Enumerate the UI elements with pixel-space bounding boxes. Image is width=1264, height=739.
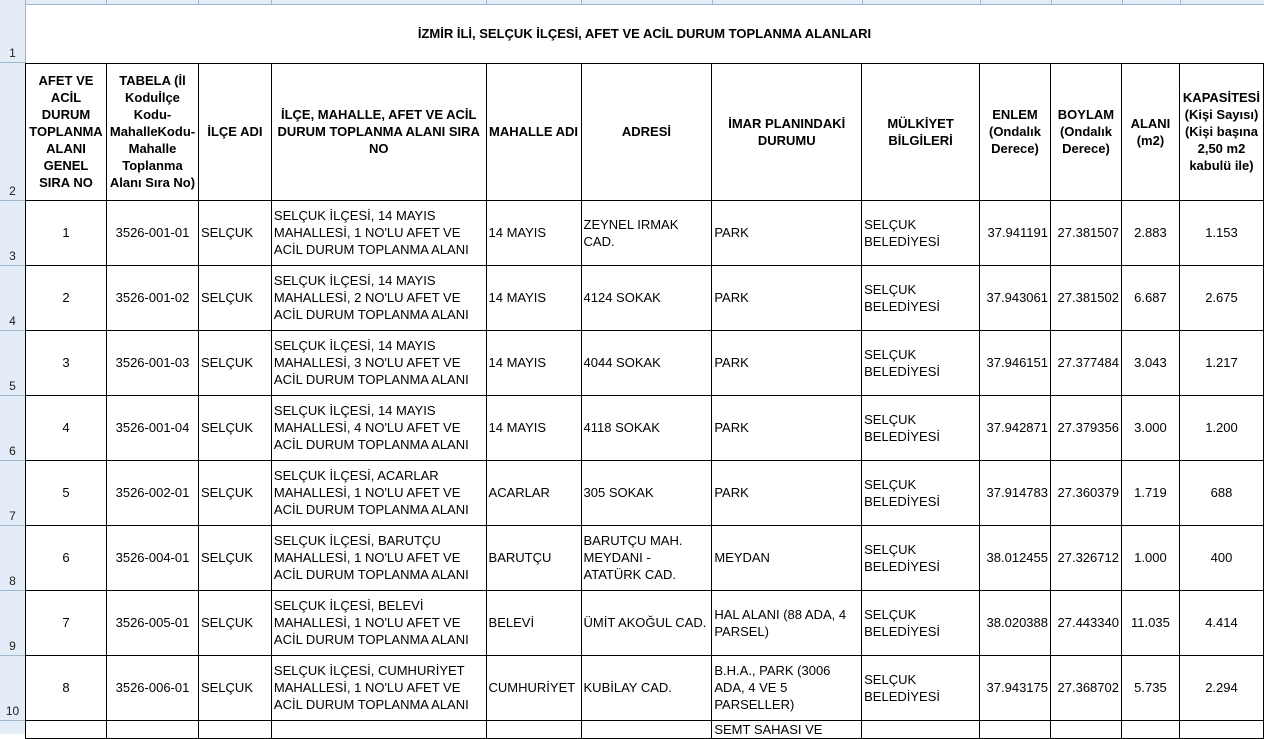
cell-boylam[interactable]: 27.443340 — [1050, 590, 1121, 655]
table-row — [26, 460, 1264, 525]
row-number[interactable]: 8 — [9, 574, 16, 588]
cell-boylam[interactable] — [1050, 720, 1121, 738]
cell-mahalle[interactable] — [486, 720, 581, 738]
cell-ilce[interactable]: SELÇUK — [198, 655, 271, 720]
header-alan-sira[interactable]: İLÇE, MAHALLE, AFET VE ACİL DURUM TOPLANMA ALANI SIRA NO — [271, 63, 486, 200]
cell-mulkiyet[interactable]: SELÇUK BELEDİYESİ — [862, 460, 980, 525]
data-table — [25, 4, 1264, 739]
cell-kapasite[interactable] — [1179, 720, 1263, 738]
cell-alani[interactable]: 3.043 — [1121, 330, 1179, 395]
cell-mahalle[interactable]: ACARLAR — [486, 460, 581, 525]
cell-adres[interactable]: ÜMİT AKOĞUL CAD. — [581, 590, 712, 655]
row-divider — [0, 720, 25, 721]
cell-alani[interactable]: 6.687 — [1121, 265, 1179, 330]
cell-sira-no[interactable]: 8 — [26, 655, 107, 720]
cell-alan-adi[interactable]: SELÇUK İLÇESİ, CUMHURİYET MAHALLESİ, 1 NO'LU AFET VE ACİL DURUM TOPLANMA ALANI — [271, 655, 486, 720]
cell-kapasite[interactable]: 688 — [1179, 460, 1263, 525]
row-divider — [0, 200, 25, 201]
table-row — [26, 655, 1264, 720]
cell-boylam[interactable]: 27.381502 — [1050, 265, 1121, 330]
cell-tabela[interactable]: 3526-001-02 — [106, 265, 198, 330]
cell-imar[interactable]: PARK — [712, 460, 862, 525]
cell-enlem[interactable]: 37.943175 — [980, 655, 1051, 720]
header-alani[interactable]: ALANI (m2) — [1121, 63, 1179, 200]
row-divider — [0, 395, 25, 396]
row-divider — [0, 460, 25, 461]
cell-sira-no[interactable]: 6 — [26, 525, 107, 590]
cell-imar[interactable]: B.H.A., PARK (3006 ADA, 4 VE 5 PARSELLER) — [712, 655, 862, 720]
row-divider — [0, 590, 25, 591]
cell-kapasite[interactable]: 2.294 — [1179, 655, 1263, 720]
row-divider — [0, 655, 25, 656]
cell-tabela[interactable] — [106, 720, 198, 738]
header-kapasite[interactable]: KAPASİTESİ (Kişi Sayısı) (Kişi başına 2,50 m2 kabulü ile) — [1179, 63, 1263, 200]
cell-imar[interactable]: PARK — [712, 330, 862, 395]
cell-imar[interactable]: SEMT SAHASI VE — [712, 720, 862, 738]
table-row — [26, 525, 1264, 590]
cell-alan-adi[interactable]: SELÇUK İLÇESİ, 14 MAYIS MAHALLESİ, 4 NO'LU AFET VE ACİL DURUM TOPLANMA ALANI — [271, 395, 486, 460]
cell-kapasite[interactable]: 4.414 — [1179, 590, 1263, 655]
cell-adres[interactable] — [581, 720, 712, 738]
cell-mahalle[interactable]: CUMHURİYET — [486, 655, 581, 720]
header-imar[interactable]: İMAR PLANINDAKİ DURUMU — [712, 63, 862, 200]
cell-alani[interactable]: 1.000 — [1121, 525, 1179, 590]
cell-alani[interactable]: 5.735 — [1121, 655, 1179, 720]
cell-ilce[interactable]: SELÇUK — [198, 265, 271, 330]
cell-enlem[interactable]: 37.914783 — [980, 460, 1051, 525]
cell-boylam[interactable]: 27.381507 — [1050, 200, 1121, 265]
row-number[interactable]: 10 — [5, 704, 20, 718]
row-number[interactable]: 6 — [9, 444, 16, 458]
cell-adres[interactable]: KUBİLAY CAD. — [581, 655, 712, 720]
row-number[interactable]: 9 — [9, 639, 16, 653]
cell-sira-no[interactable]: 3 — [26, 330, 107, 395]
cell-mulkiyet[interactable] — [862, 720, 980, 738]
cell-tabela[interactable]: 3526-005-01 — [106, 590, 198, 655]
cell-imar[interactable]: HAL ALANI (88 ADA, 4 PARSEL) — [712, 590, 862, 655]
cell-enlem[interactable]: 37.942871 — [980, 395, 1051, 460]
cell-alan-adi[interactable]: SELÇUK İLÇESİ, 14 MAYIS MAHALLESİ, 2 NO'LU AFET VE ACİL DURUM TOPLANMA ALANI — [271, 265, 486, 330]
cell-kapasite[interactable]: 1.217 — [1179, 330, 1263, 395]
cell-tabela[interactable]: 3526-002-01 — [106, 460, 198, 525]
header-mulkiyet[interactable]: MÜLKİYET BİLGİLERİ — [862, 63, 980, 200]
cell-sira-no[interactable]: 2 — [26, 265, 107, 330]
sheet-title-cell[interactable]: İZMİR İLİ, SELÇUK İLÇESİ, AFET VE ACİL DURUM TOPLANMA ALANLARI — [26, 4, 1264, 63]
table-row — [26, 330, 1264, 395]
cell-imar[interactable]: PARK — [712, 265, 862, 330]
cell-mahalle[interactable]: 14 MAYIS — [486, 330, 581, 395]
cell-boylam[interactable]: 27.368702 — [1050, 655, 1121, 720]
cell-alan-adi[interactable]: SELÇUK İLÇESİ, BARUTÇU MAHALLESİ, 1 NO'LU AFET VE ACİL DURUM TOPLANMA ALANI — [271, 525, 486, 590]
table-row — [26, 265, 1264, 330]
row-number[interactable]: 3 — [9, 249, 16, 263]
cell-ilce[interactable]: SELÇUK — [198, 460, 271, 525]
cell-mulkiyet[interactable]: SELÇUK BELEDİYESİ — [862, 590, 980, 655]
cell-imar[interactable]: MEYDAN — [712, 525, 862, 590]
row-divider — [0, 265, 25, 266]
header-tabela[interactable]: TABELA (İl Koduİlçe Kodu-MahalleKodu-Mahalle Toplanma Alanı Sıra No) — [106, 63, 198, 200]
cell-boylam[interactable]: 27.326712 — [1050, 525, 1121, 590]
cell-ilce[interactable]: SELÇUK — [198, 395, 271, 460]
cell-enlem[interactable]: 38.020388 — [980, 590, 1051, 655]
cell-alani[interactable]: 3.000 — [1121, 395, 1179, 460]
cell-ilce[interactable] — [198, 720, 271, 738]
cell-tabela[interactable]: 3526-001-03 — [106, 330, 198, 395]
cell-kapasite[interactable]: 2.675 — [1179, 265, 1263, 330]
cell-kapasite[interactable]: 400 — [1179, 525, 1263, 590]
cell-mulkiyet[interactable]: SELÇUK BELEDİYESİ — [862, 200, 980, 265]
cell-mahalle[interactable]: 14 MAYIS — [486, 200, 581, 265]
header-genel-sira[interactable]: AFET VE ACİL DURUM TOPLANMA ALANI GENEL SIRA NO — [26, 63, 107, 200]
cell-mulkiyet[interactable]: SELÇUK BELEDİYESİ — [862, 655, 980, 720]
cell-sira-no[interactable]: 4 — [26, 395, 107, 460]
cell-adres[interactable]: 4118 SOKAK — [581, 395, 712, 460]
cell-ilce[interactable]: SELÇUK — [198, 590, 271, 655]
cell-boylam[interactable]: 27.360379 — [1050, 460, 1121, 525]
row-divider — [0, 330, 25, 331]
row-divider — [0, 525, 25, 526]
cell-sira-no[interactable]: 7 — [26, 590, 107, 655]
cell-adres[interactable]: 4124 SOKAK — [581, 265, 712, 330]
table-row — [26, 395, 1264, 460]
cell-ilce[interactable]: SELÇUK — [198, 200, 271, 265]
cell-alan-adi[interactable]: SELÇUK İLÇESİ, 14 MAYIS MAHALLESİ, 1 NO'LU AFET VE ACİL DURUM TOPLANMA ALANI — [271, 200, 486, 265]
cell-alan-adi[interactable] — [271, 720, 486, 738]
cell-imar[interactable]: PARK — [712, 395, 862, 460]
cell-kapasite[interactable]: 1.153 — [1179, 200, 1263, 265]
cell-mulkiyet[interactable]: SELÇUK BELEDİYESİ — [862, 395, 980, 460]
cell-mahalle[interactable]: 14 MAYIS — [486, 395, 581, 460]
cell-tabela[interactable]: 3526-001-01 — [106, 200, 198, 265]
row-number[interactable]: 7 — [9, 509, 16, 523]
cell-mahalle[interactable]: 14 MAYIS — [486, 265, 581, 330]
cell-tabela[interactable]: 3526-004-01 — [106, 525, 198, 590]
cell-enlem[interactable] — [980, 720, 1051, 738]
row-divider — [0, 62, 25, 63]
table-row — [26, 200, 1264, 265]
table-row — [26, 590, 1264, 655]
cell-adres[interactable]: 305 SOKAK — [581, 460, 712, 525]
cell-ilce[interactable]: SELÇUK — [198, 330, 271, 395]
cell-mulkiyet[interactable]: SELÇUK BELEDİYESİ — [862, 330, 980, 395]
cell-alani[interactable]: 11.035 — [1121, 590, 1179, 655]
header-enlem[interactable]: ENLEM (Ondalık Derece) — [980, 63, 1051, 200]
cell-alani[interactable]: 1.719 — [1121, 460, 1179, 525]
cell-enlem[interactable]: 38.012455 — [980, 525, 1051, 590]
row-number[interactable]: 1 — [9, 46, 16, 60]
cell-mulkiyet[interactable]: SELÇUK BELEDİYESİ — [862, 265, 980, 330]
cell-boylam[interactable]: 27.379356 — [1050, 395, 1121, 460]
row-header-gutter[interactable] — [0, 4, 26, 734]
cell-adres[interactable]: 4044 SOKAK — [581, 330, 712, 395]
cell-enlem[interactable]: 37.946151 — [980, 330, 1051, 395]
row-number[interactable]: 2 — [9, 184, 16, 198]
cell-enlem[interactable]: 37.943061 — [980, 265, 1051, 330]
cell-alan-adi[interactable]: SELÇUK İLÇESİ, 14 MAYIS MAHALLESİ, 3 NO'LU AFET VE ACİL DURUM TOPLANMA ALANI — [271, 330, 486, 395]
cell-alan-adi[interactable]: SELÇUK İLÇESİ, ACARLAR MAHALLESİ, 1 NO'LU AFET VE ACİL DURUM TOPLANMA ALANI — [271, 460, 486, 525]
cell-imar[interactable]: PARK — [712, 200, 862, 265]
table-row — [26, 720, 1264, 738]
header-mahalle-adi[interactable]: MAHALLE ADI — [486, 63, 581, 200]
row-number[interactable]: 4 — [9, 314, 16, 328]
cell-mahalle[interactable]: BARUTÇU — [486, 525, 581, 590]
header-boylam[interactable]: BOYLAM (Ondalık Derece) — [1050, 63, 1121, 200]
cell-alani[interactable]: 2.883 — [1121, 200, 1179, 265]
cell-mahalle[interactable]: BELEVİ — [486, 590, 581, 655]
cell-sira-no[interactable]: 1 — [26, 200, 107, 265]
cell-adres[interactable]: ZEYNEL IRMAK CAD. — [581, 200, 712, 265]
cell-boylam[interactable]: 27.377484 — [1050, 330, 1121, 395]
header-ilce-adi[interactable]: İLÇE ADI — [198, 63, 271, 200]
cell-tabela[interactable]: 3526-006-01 — [106, 655, 198, 720]
header-adres[interactable]: ADRESİ — [581, 63, 712, 200]
cell-ilce[interactable]: SELÇUK — [198, 525, 271, 590]
cell-kapasite[interactable]: 1.200 — [1179, 395, 1263, 460]
cell-adres[interactable]: BARUTÇU MAH. MEYDANI - ATATÜRK CAD. — [581, 525, 712, 590]
cell-sira-no[interactable] — [26, 720, 107, 738]
row-number[interactable]: 5 — [9, 379, 16, 393]
cell-enlem[interactable]: 37.941191 — [980, 200, 1051, 265]
cell-tabela[interactable]: 3526-001-04 — [106, 395, 198, 460]
cell-alan-adi[interactable]: SELÇUK İLÇESİ, BELEVİ MAHALLESİ, 1 NO'LU AFET VE ACİL DURUM TOPLANMA ALANI — [271, 590, 486, 655]
cell-sira-no[interactable]: 5 — [26, 460, 107, 525]
cell-alani[interactable] — [1121, 720, 1179, 738]
cell-mulkiyet[interactable]: SELÇUK BELEDİYESİ — [862, 525, 980, 590]
